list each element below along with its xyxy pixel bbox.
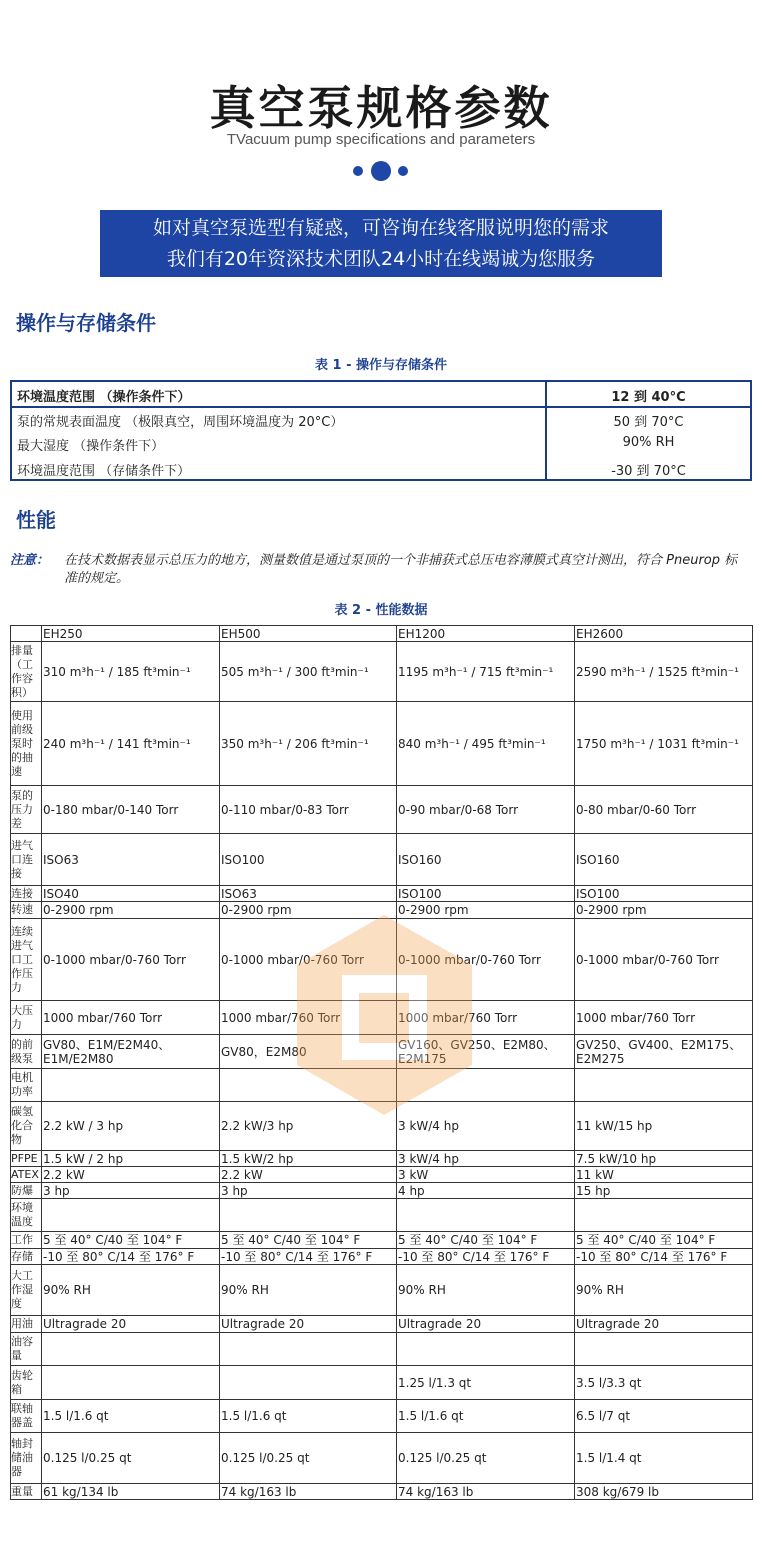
performance-row-label: 联轴器盖 [11, 1400, 42, 1433]
performance-cell: 1.5 l/1.6 qt [42, 1400, 220, 1433]
performance-cell: ISO100 [220, 834, 397, 886]
performance-cell: 4 hp [397, 1183, 575, 1199]
conditions-row-value: 50 到 70°C [613, 415, 684, 430]
performance-table [10, 625, 753, 1500]
performance-cell: 0-1000 mbar/0-760 Torr [42, 919, 220, 1001]
model-header: EH250 [42, 626, 220, 642]
performance-cell: 3 kW/4 hp [397, 1102, 575, 1151]
performance-cell: 90% RH [220, 1265, 397, 1316]
performance-cell: 310 m³h⁻¹ / 185 ft³min⁻¹ [42, 642, 220, 702]
performance-cell: 5 至 40° C/40 至 104° F [575, 1232, 753, 1249]
performance-cell: -10 至 80° C/14 至 176° F [42, 1249, 220, 1265]
performance-row [11, 1265, 753, 1316]
conditions-header-label: 环境温度范围 （操作条件下） [17, 390, 191, 405]
performance-row [11, 1199, 753, 1232]
performance-cell: -10 至 80° C/14 至 176° F [220, 1249, 397, 1265]
performance-row-label: 转速 [11, 902, 42, 919]
performance-row-label: 存储 [11, 1249, 42, 1265]
performance-row-label: 的前级泵 [11, 1035, 42, 1069]
performance-cell: 1000 mbar/760 Torr [397, 1001, 575, 1035]
performance-row-label: 排量（工作容积） [11, 642, 42, 702]
banner-line-2: 我们有20年资深技术团队24小时在线竭诚为您服务 [166, 248, 596, 270]
performance-cell [42, 1333, 220, 1366]
table2-caption: 表 2 - 性能数据 [334, 603, 428, 618]
performance-cell: ISO160 [397, 834, 575, 886]
performance-cell: 2.2 kW/3 hp [220, 1102, 397, 1151]
performance-cell: Ultragrade 20 [575, 1316, 753, 1333]
performance-row [11, 702, 753, 786]
performance-cell: 2.2 kW / 3 hp [42, 1102, 220, 1151]
performance-row [11, 1400, 753, 1433]
performance-cell: 61 kg/134 lb [42, 1484, 220, 1500]
performance-cell [575, 1333, 753, 1366]
performance-row [11, 1333, 753, 1366]
performance-cell: 5 至 40° C/40 至 104° F [42, 1232, 220, 1249]
performance-cell: 0.125 l/0.25 qt [42, 1433, 220, 1484]
performance-cell: 2.2 kW [220, 1167, 397, 1183]
performance-row-label: 工作 [11, 1232, 42, 1249]
conditions-table [10, 380, 752, 481]
conditions-header-value: 12 到 40°C [611, 390, 686, 405]
performance-cell [220, 1199, 397, 1232]
performance-cell: 505 m³h⁻¹ / 300 ft³min⁻¹ [220, 642, 397, 702]
performance-cell: 1750 m³h⁻¹ / 1031 ft³min⁻¹ [575, 702, 753, 786]
performance-row [11, 1151, 753, 1167]
header-corner-cell [11, 626, 42, 642]
conditions-row-label: 最大湿度 （操作条件下） [17, 439, 165, 454]
performance-cell: 0.125 l/0.25 qt [220, 1433, 397, 1484]
performance-cell: 74 kg/163 lb [397, 1484, 575, 1500]
performance-cell: -10 至 80° C/14 至 176° F [397, 1249, 575, 1265]
performance-cell [42, 1199, 220, 1232]
performance-cell: Ultragrade 20 [42, 1316, 220, 1333]
performance-cell [42, 1366, 220, 1400]
table1-caption: 表 1 - 操作与存储条件 [314, 358, 448, 373]
performance-cell: 1.5 l/1.6 qt [220, 1400, 397, 1433]
performance-cell: 0.125 l/0.25 qt [397, 1433, 575, 1484]
performance-cell: GV160、GV250、E2M80、E2M175 [397, 1035, 575, 1069]
performance-cell: -10 至 80° C/14 至 176° F [575, 1249, 753, 1265]
performance-cell: 1000 mbar/760 Torr [575, 1001, 753, 1035]
performance-row-label: 进气口连接 [11, 834, 42, 886]
performance-header-row [11, 626, 753, 642]
performance-cell: 840 m³h⁻¹ / 495 ft³min⁻¹ [397, 702, 575, 786]
performance-cell: 3.5 l/3.3 qt [575, 1366, 753, 1400]
performance-cell [42, 1069, 220, 1102]
performance-cell: 1195 m³h⁻¹ / 715 ft³min⁻¹ [397, 642, 575, 702]
page-subtitle: TVacuum pump specifications and parameters [226, 131, 536, 148]
performance-row [11, 1232, 753, 1249]
performance-cell: 3 kW [397, 1167, 575, 1183]
performance-cell [397, 1069, 575, 1102]
performance-cell: GV80、E1M/E2M40、E1M/E2M80 [42, 1035, 220, 1069]
model-header: EH500 [220, 626, 397, 642]
performance-row-label: 连接 [11, 886, 42, 902]
performance-cell: 7.5 kW/10 hp [575, 1151, 753, 1167]
performance-cell: ISO63 [220, 886, 397, 902]
performance-cell: 240 m³h⁻¹ / 141 ft³min⁻¹ [42, 702, 220, 786]
performance-cell: 1.25 l/1.3 qt [397, 1366, 575, 1400]
model-header: EH2600 [575, 626, 753, 642]
performance-row [11, 1316, 753, 1333]
conditions-row-label: 环境温度范围 （存储条件下） [17, 464, 191, 479]
performance-cell: 0-80 mbar/0-60 Torr [575, 786, 753, 834]
performance-row [11, 886, 753, 902]
performance-cell: 3 hp [42, 1183, 220, 1199]
performance-cell: 2590 m³h⁻¹ / 1525 ft³min⁻¹ [575, 642, 753, 702]
performance-cell: 0-110 mbar/0-83 Torr [220, 786, 397, 834]
performance-cell: 90% RH [575, 1265, 753, 1316]
note-label: 注意： [10, 553, 50, 568]
performance-row-label: PFPE [11, 1151, 42, 1167]
performance-row [11, 1433, 753, 1484]
performance-cell: 0-2900 rpm [42, 902, 220, 919]
performance-row-label: 大压力 [11, 1001, 42, 1035]
performance-cell: 350 m³h⁻¹ / 206 ft³min⁻¹ [220, 702, 397, 786]
performance-cell: 3 hp [220, 1183, 397, 1199]
performance-row [11, 1484, 753, 1500]
performance-row-label: 连续进气口工作压力 [11, 919, 42, 1001]
performance-row-label: 泵的压力差 [11, 786, 42, 834]
model-header: EH1200 [397, 626, 575, 642]
performance-cell: 0-2900 rpm [220, 902, 397, 919]
performance-row-label: ATEX [11, 1167, 42, 1183]
performance-cell [575, 1069, 753, 1102]
performance-cell: 3 kW/4 hp [397, 1151, 575, 1167]
note-text: 在技术数据表显示总压力的地方，测量数值是通过泵顶的一个非捕获式总压电容薄膜式真空计测出，符合 Pneurop 标准的规定。 [64, 553, 738, 586]
performance-cell: 90% RH [42, 1265, 220, 1316]
performance-row [11, 1183, 753, 1199]
performance-cell: 0-1000 mbar/0-760 Torr [220, 919, 397, 1001]
performance-cell [220, 1366, 397, 1400]
performance-cell: ISO63 [42, 834, 220, 886]
performance-cell: 6.5 l/7 qt [575, 1400, 753, 1433]
performance-cell: ISO160 [575, 834, 753, 886]
performance-cell: 1.5 kW / 2 hp [42, 1151, 220, 1167]
performance-row-label: 轴封储油器 [11, 1433, 42, 1484]
performance-cell: ISO100 [575, 886, 753, 902]
performance-row-label: 齿轮箱 [11, 1366, 42, 1400]
performance-cell: ISO40 [42, 886, 220, 902]
conditions-row-value: 90% RH [622, 435, 675, 450]
performance-row [11, 1366, 753, 1400]
performance-cell: ISO100 [397, 886, 575, 902]
consult-banner[interactable] [100, 210, 662, 277]
performance-cell: Ultragrade 20 [220, 1316, 397, 1333]
performance-row [11, 786, 753, 834]
performance-row [11, 1035, 753, 1069]
performance-row-label: 用油 [11, 1316, 42, 1333]
performance-row-label: 环境温度 [11, 1199, 42, 1232]
performance-row-label: 使用前级泵时的抽速 [11, 702, 42, 786]
banner-line-1: 如对真空泵选型有疑惑，可咨询在线客服说明您的需求 [152, 217, 609, 239]
performance-cell: 5 至 40° C/40 至 104° F [220, 1232, 397, 1249]
performance-cell: 0-1000 mbar/0-760 Torr [575, 919, 753, 1001]
performance-row [11, 1102, 753, 1151]
performance-cell: 2.2 kW [42, 1167, 220, 1183]
performance-cell: 5 至 40° C/40 至 104° F [397, 1232, 575, 1249]
performance-row-label: 电机功率 [11, 1069, 42, 1102]
decorative-dots [351, 160, 411, 182]
performance-row [11, 1249, 753, 1265]
performance-row-label: 重量 [11, 1484, 42, 1500]
conditions-row-value: -30 到 70°C [611, 464, 686, 479]
performance-cell: 0-2900 rpm [575, 902, 753, 919]
performance-cell: Ultragrade 20 [397, 1316, 575, 1333]
performance-row-label: 大工作湿度 [11, 1265, 42, 1316]
performance-cell: 0-180 mbar/0-140 Torr [42, 786, 220, 834]
performance-cell: GV80，E2M80 [220, 1035, 397, 1069]
performance-cell: 0-90 mbar/0-68 Torr [397, 786, 575, 834]
performance-row-label: 油容量 [11, 1333, 42, 1366]
performance-cell [397, 1199, 575, 1232]
performance-row [11, 1167, 753, 1183]
performance-row-label: 碳氢化合物 [11, 1102, 42, 1151]
performance-cell [220, 1333, 397, 1366]
performance-row-label: 防爆 [11, 1183, 42, 1199]
page-title: 真空泵规格参数 [209, 81, 553, 135]
performance-row [11, 1001, 753, 1035]
performance-cell: 1.5 l/1.6 qt [397, 1400, 575, 1433]
performance-cell: 0-1000 mbar/0-760 Torr [397, 919, 575, 1001]
performance-cell: GV250、GV400、E2M175、E2M275 [575, 1035, 753, 1069]
performance-cell: 74 kg/163 lb [220, 1484, 397, 1500]
performance-cell: 1.5 kW/2 hp [220, 1151, 397, 1167]
performance-row [11, 919, 753, 1001]
performance-cell: 90% RH [397, 1265, 575, 1316]
section-heading-conditions: 操作与存储条件 [16, 311, 156, 335]
performance-row [11, 642, 753, 702]
performance-cell [220, 1069, 397, 1102]
performance-row [11, 1069, 753, 1102]
performance-row [11, 902, 753, 919]
conditions-row-label: 泵的常规表面温度 （极限真空，周围环境温度为 20°C） [17, 415, 344, 430]
section-heading-performance: 性能 [16, 508, 56, 532]
performance-cell: 0-2900 rpm [397, 902, 575, 919]
performance-cell: 1000 mbar/760 Torr [42, 1001, 220, 1035]
performance-cell: 11 kW/15 hp [575, 1102, 753, 1151]
performance-cell: 308 kg/679 lb [575, 1484, 753, 1500]
performance-cell: 1000 mbar/760 Torr [220, 1001, 397, 1035]
performance-cell: 11 kW [575, 1167, 753, 1183]
performance-cell [575, 1199, 753, 1232]
performance-cell: 15 hp [575, 1183, 753, 1199]
performance-cell [397, 1333, 575, 1366]
performance-cell: 1.5 l/1.4 qt [575, 1433, 753, 1484]
performance-row [11, 834, 753, 886]
